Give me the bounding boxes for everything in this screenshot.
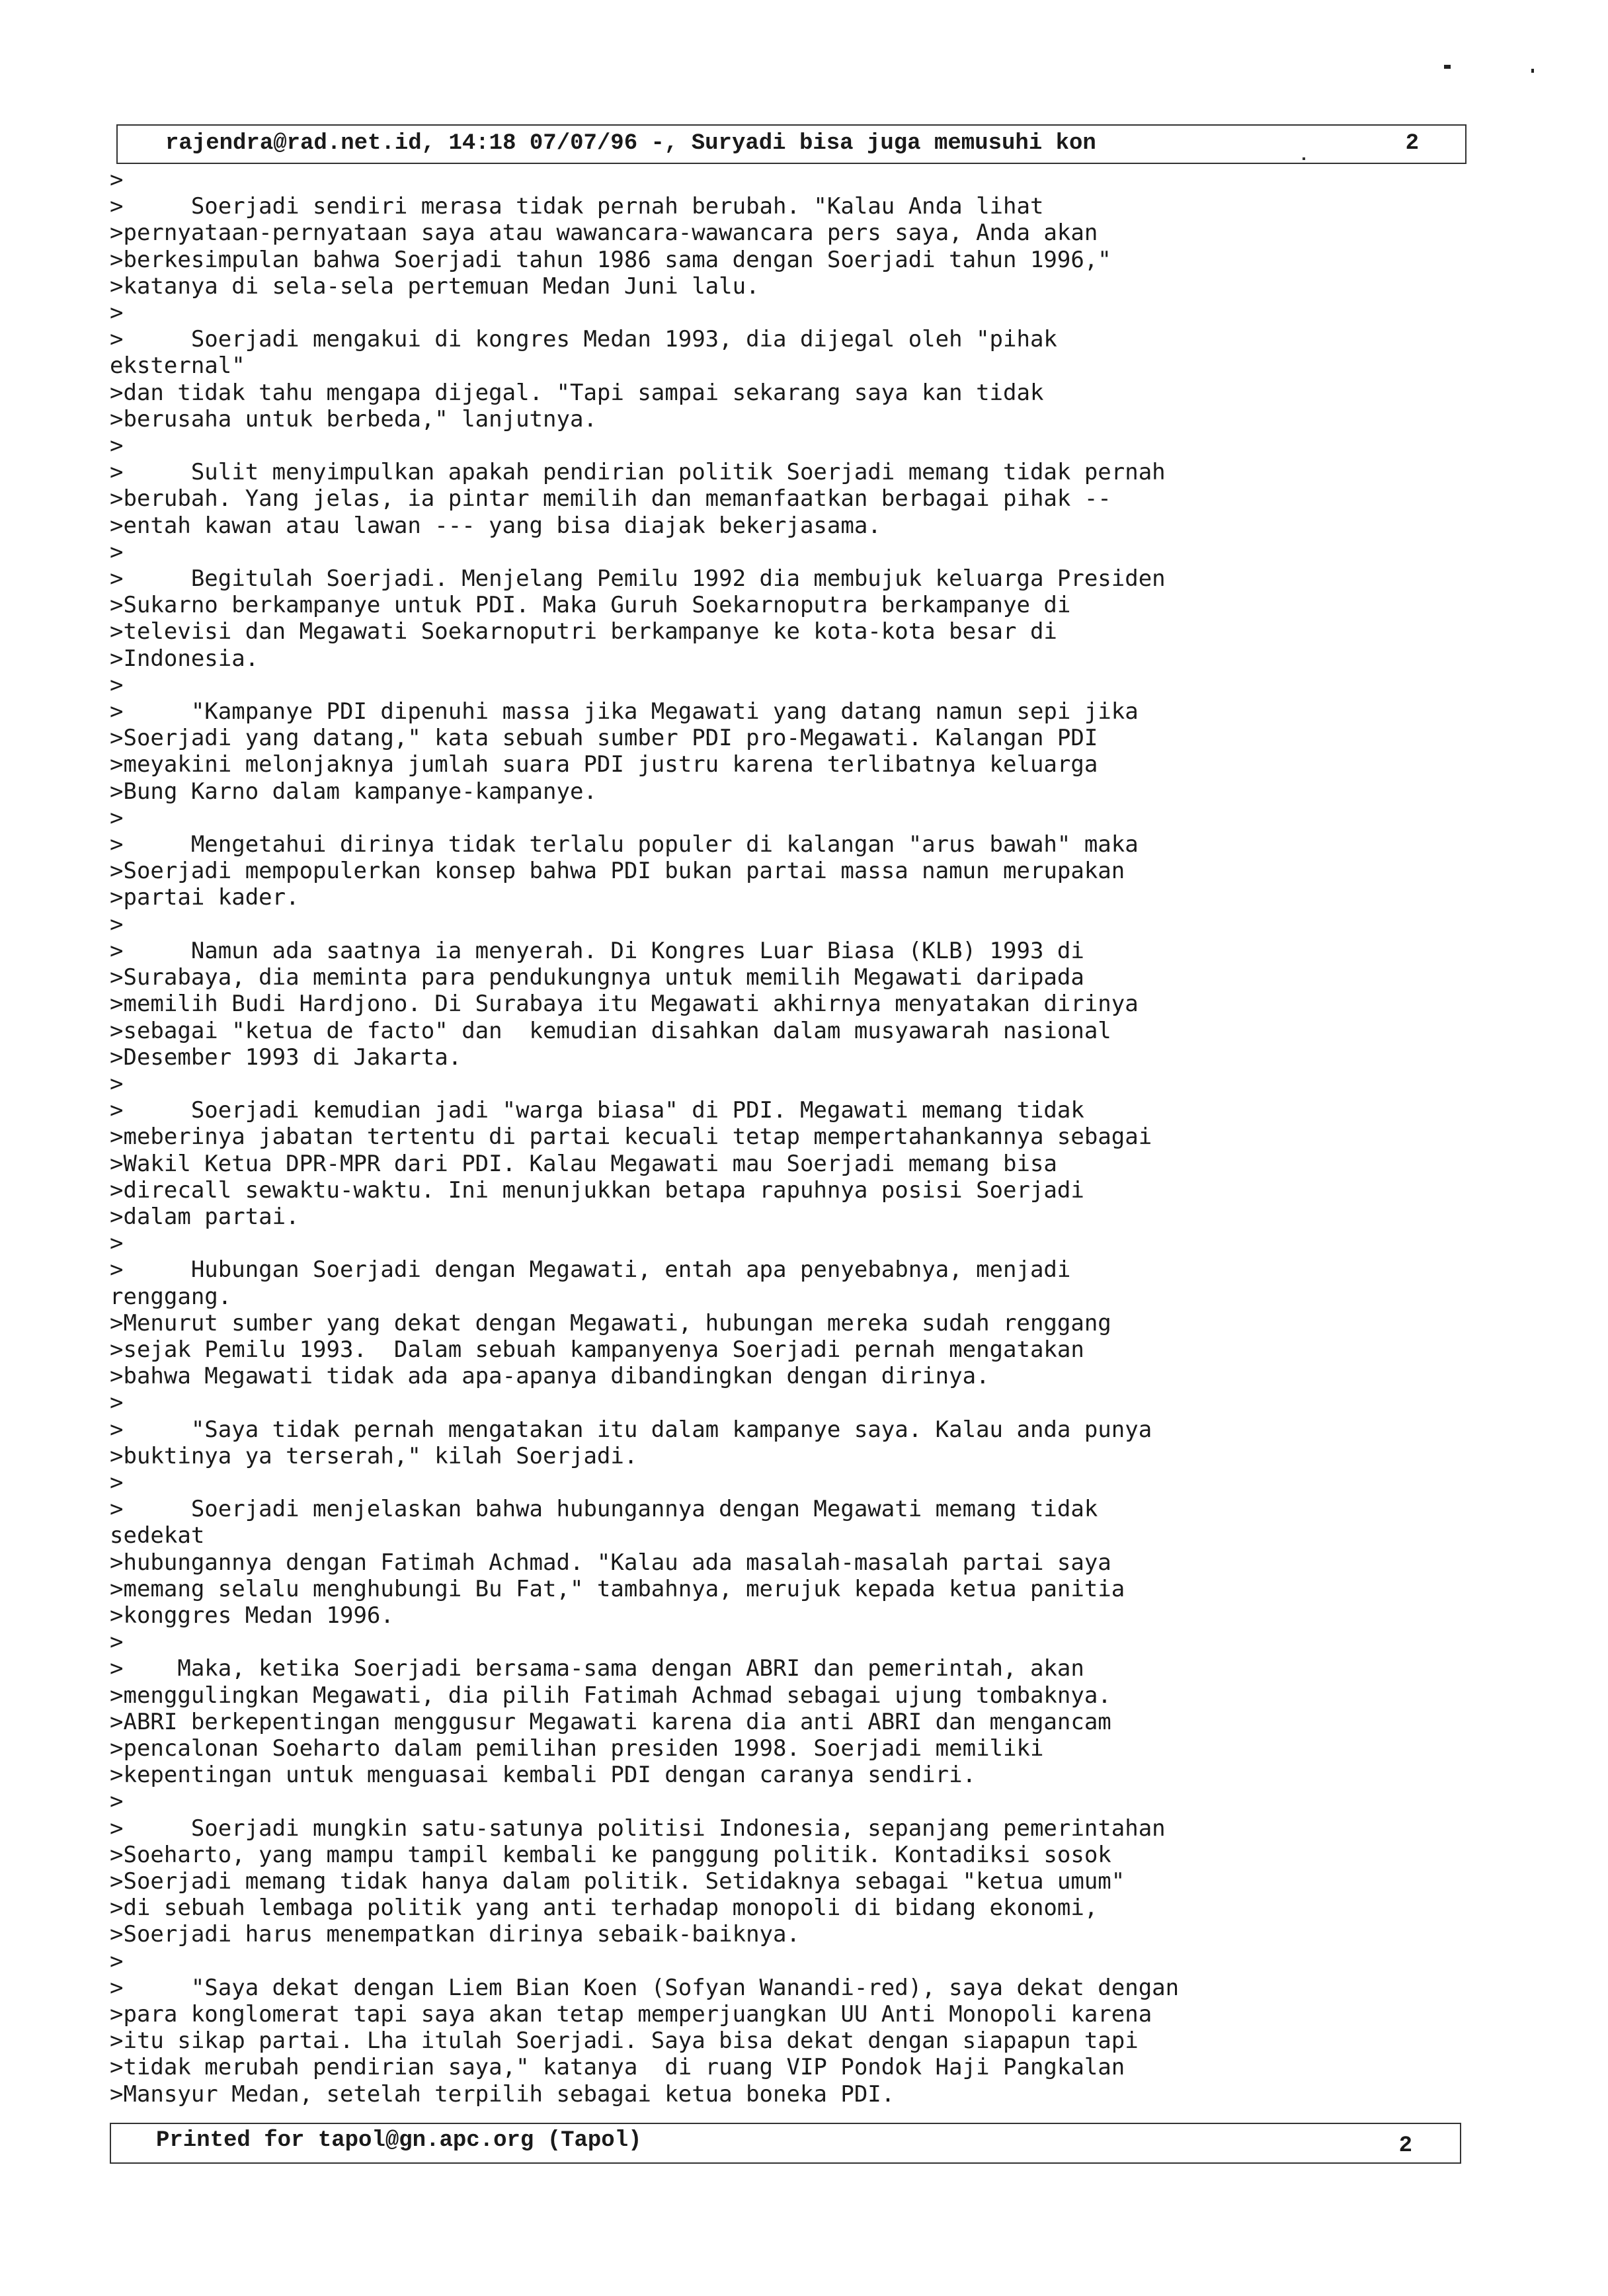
- body-line: renggang.: [110, 1283, 232, 1310]
- body-line: >ABRI berkepentingan menggusur Megawati karena dia anti ABRI dan mengancam: [110, 1708, 1111, 1735]
- body-line: >sebagai "ketua de facto" dan kemudian disahkan dalam musyawarah nasional: [110, 1017, 1111, 1044]
- body-line: > "Saya tidak pernah mengatakan itu dalam kampanye saya. Kalau anda punya: [110, 1416, 1152, 1443]
- body-line: >Menurut sumber yang dekat dengan Megawati, hubungan mereka sudah renggang: [110, 1309, 1111, 1336]
- scan-speck: [1531, 69, 1534, 73]
- body-line: >: [110, 1230, 124, 1257]
- body-line: >: [110, 1070, 124, 1097]
- body-line: >tidak merubah pendirian saya," katanya di ruang VIP Pondok Haji Pangkalan: [110, 2054, 1125, 2081]
- body-line: > Soerjadi mungkin satu-satunya politisi Indonesia, sepanjang pemerintahan: [110, 1815, 1166, 1842]
- body-line: >: [110, 167, 124, 193]
- body-line: >pernyataan-pernyataan saya atau wawancara-wawancara pers saya, Anda akan: [110, 220, 1098, 247]
- header-page-number: 2: [1405, 131, 1419, 156]
- body-line: >meyakini melonjaknya jumlah suara PDI justru karena terlibatnya keluarga: [110, 751, 1098, 778]
- body-line: >meberinya jabatan tertentu di partai kecuali tetap mempertahankannya sebagai: [110, 1124, 1152, 1151]
- body-line: >buktinya ya terserah," kilah Soerjadi.: [110, 1442, 638, 1469]
- body-line: >sejak Pemilu 1993. Dalam sebuah kampanyenya Soerjadi pernah mengatakan: [110, 1336, 1084, 1363]
- body-line: >Soeharto, yang mampu tampil kembali ke panggung politik. Kontadiksi sosok: [110, 1841, 1111, 1868]
- footer-page-number: 2: [1398, 2133, 1412, 2158]
- body-line: >entah kawan atau lawan --- yang bisa diajak bekerjasama.: [110, 512, 881, 539]
- body-line: > Namun ada saatnya ia menyerah. Di Kongres Luar Biasa (KLB) 1993 di: [110, 937, 1084, 964]
- body-line: >Bung Karno dalam kampanye-kampanye.: [110, 778, 597, 805]
- body-line: >Desember 1993 di Jakarta.: [110, 1044, 462, 1071]
- body-line: >katanya di sela-sela pertemuan Medan Juni lalu.: [110, 272, 760, 300]
- body-line: >kepentingan untuk menguasai kembali PDI dengan caranya sendiri.: [110, 1762, 977, 1789]
- body-line: >: [110, 1629, 124, 1656]
- body-line: > Hubungan Soerjadi dengan Megawati, entah apa penyebabnya, menjadi: [110, 1256, 1071, 1284]
- body-line: > Begitulah Soerjadi. Menjelang Pemilu 1992 dia membujuk keluarga Presiden: [110, 565, 1166, 593]
- body-line: >para konglomerat tapi saya akan tetap memperjuangkan UU Anti Monopoli karena: [110, 2001, 1152, 2028]
- body-line: >partai kader.: [110, 884, 300, 911]
- body-line: >Wakil Ketua DPR-MPR dari PDI. Kalau Megawati mau Soerjadi memang bisa: [110, 1150, 1057, 1177]
- body-line: > Sulit menyimpulkan apakah pendirian politik Soerjadi memang tidak pernah: [110, 459, 1166, 486]
- body-line: >memang selalu menghubungi Bu Fat," tambahnya, merujuk kepada ketua panitia: [110, 1575, 1125, 1602]
- body-line: >: [110, 671, 124, 698]
- body-line: > Soerjadi mengakui di kongres Medan 1993, dia dijegal oleh "pihak: [110, 326, 1057, 353]
- page-header: [116, 124, 1467, 164]
- body-line: >Soerjadi memang tidak hanya dalam politik. Setidaknya sebagai "ketua umum": [110, 1868, 1125, 1895]
- body-line: >berusaha untuk berbeda," lanjutnya.: [110, 405, 597, 432]
- body-line: >Surabaya, dia meminta para pendukungnya untuk memilih Megawati daripada: [110, 964, 1084, 991]
- body-line: >di sebuah lembaga politik yang anti terhadap monopoli di bidang ekonomi,: [110, 1895, 1098, 1922]
- body-line: >dan tidak tahu mengapa dijegal. "Tapi sampai sekarang saya kan tidak: [110, 379, 1044, 406]
- body-line: > Maka, ketika Soerjadi bersama-sama dengan ABRI dan pemerintah, akan: [110, 1655, 1084, 1682]
- body-line: >Indonesia.: [110, 645, 259, 672]
- body-line: >: [110, 1788, 124, 1815]
- body-line: >Soerjadi harus menempatkan dirinya sebaik-baiknya.: [110, 1921, 800, 1948]
- body-line: >hubungannya dengan Fatimah Achmad. "Kalau ada masalah-masalah partai saya: [110, 1549, 1111, 1576]
- body-line: >bahwa Megawati tidak ada apa-apanya dibandingkan dengan dirinya.: [110, 1363, 990, 1390]
- body-line: >dalam partai.: [110, 1203, 300, 1230]
- body-line: >: [110, 1469, 124, 1496]
- body-line: >direcall sewaktu-waktu. Ini menunjukkan betapa rapuhnya posisi Soerjadi: [110, 1176, 1084, 1204]
- scan-dot: [1303, 157, 1305, 160]
- body-line: >memilih Budi Hardjono. Di Surabaya itu Megawati akhirnya menyatakan dirinya: [110, 991, 1139, 1018]
- body-line: > Mengetahui dirinya tidak terlalu populer di kalangan "arus bawah" maka: [110, 831, 1139, 858]
- body-line: >: [110, 432, 124, 460]
- body-line: >Sukarno berkampanye untuk PDI. Maka Guruh Soekarnoputra berkampanye di: [110, 592, 1071, 619]
- body-line: > "Kampanye PDI dipenuhi massa jika Megawati yang datang namun sepi jika: [110, 698, 1139, 725]
- footer-printed-for: Printed for tapol@gn.apc.org (Tapol): [156, 2128, 642, 2153]
- body-line: >itu sikap partai. Lha itulah Soerjadi. Saya bisa dekat dengan siapapun tapi: [110, 2028, 1139, 2055]
- body-line: > "Saya dekat dengan Liem Bian Koen (Sofyan Wanandi-red), saya dekat dengan: [110, 1974, 1180, 2001]
- header-title: rajendra@rad.net.id, 14:18 07/07/96 -, Suryadi bisa juga memusuhi kon: [165, 131, 1096, 156]
- body-line: >konggres Medan 1996.: [110, 1602, 394, 1629]
- body-line: > Soerjadi menjelaskan bahwa hubungannya dengan Megawati memang tidak: [110, 1496, 1098, 1523]
- body-line: >berkesimpulan bahwa Soerjadi tahun 1986 sama dengan Soerjadi tahun 1996,": [110, 246, 1111, 273]
- email-body: [110, 167, 1498, 2108]
- body-line: >pencalonan Soeharto dalam pemilihan presiden 1998. Soerjadi memiliki: [110, 1735, 1044, 1762]
- body-line: >Mansyur Medan, setelah terpilih sebagai ketua boneka PDI.: [110, 2080, 895, 2108]
- body-line: >: [110, 1389, 124, 1416]
- body-line: >menggulingkan Megawati, dia pilih Fatimah Achmad sebagai ujung tombaknya.: [110, 1682, 1111, 1709]
- body-line: > Soerjadi kemudian jadi "warga biasa" di PDI. Megawati memang tidak: [110, 1097, 1084, 1124]
- body-line: >: [110, 911, 124, 938]
- scan-speck: [1444, 65, 1451, 69]
- body-line: >: [110, 804, 124, 831]
- body-line: sedekat: [110, 1522, 205, 1549]
- body-line: eksternal": [110, 352, 245, 380]
- body-line: >televisi dan Megawati Soekarnoputri berkampanye ke kota-kota besar di: [110, 618, 1057, 645]
- body-line: >: [110, 538, 124, 565]
- body-line: > Soerjadi sendiri merasa tidak pernah berubah. "Kalau Anda lihat: [110, 193, 1044, 220]
- body-line: >: [110, 1948, 124, 1975]
- page-footer: [110, 2123, 1461, 2164]
- body-line: >Soerjadi yang datang," kata sebuah sumber PDI pro-Megawati. Kalangan PDI: [110, 725, 1098, 752]
- body-line: >: [110, 300, 124, 327]
- body-line: >Soerjadi mempopulerkan konsep bahwa PDI bukan partai massa namun merupakan: [110, 858, 1125, 885]
- body-line: >berubah. Yang jelas, ia pintar memilih dan memanfaatkan berbagai pihak --: [110, 485, 1111, 512]
